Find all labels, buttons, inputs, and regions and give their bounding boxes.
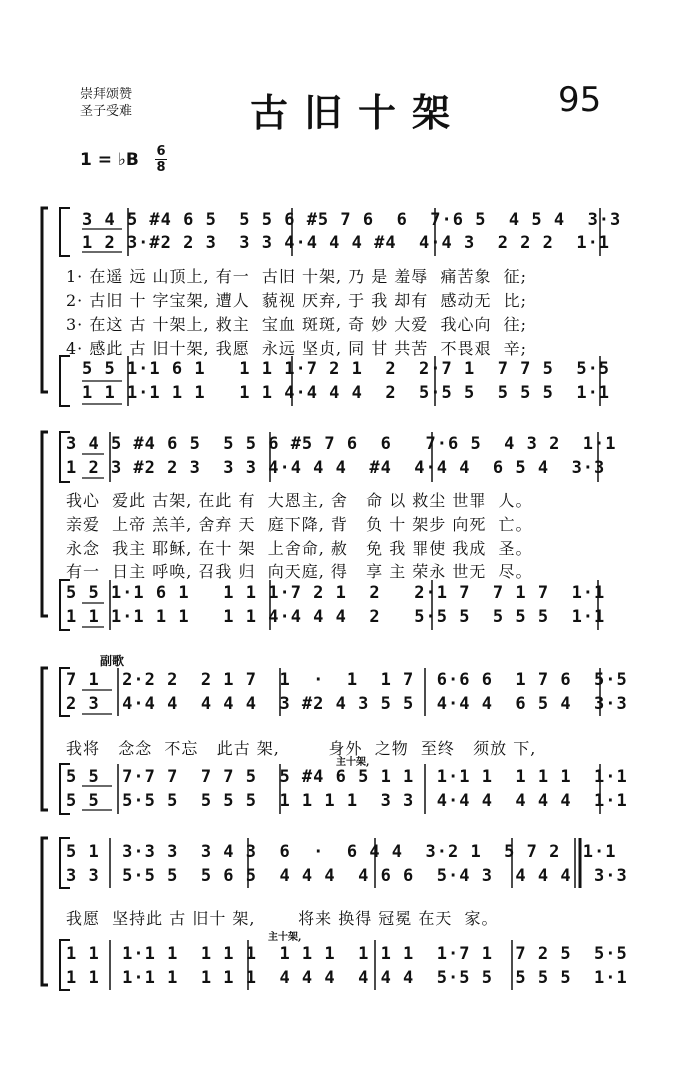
system3-lyrics: 我将 念念 不忘 此古 架, 身外 之物 至终 须放 下,	[66, 739, 537, 758]
category-passion: 圣子受难	[80, 104, 133, 119]
time-numerator: 6	[156, 144, 166, 159]
system4-tenor: 1 1 1·1 1 1 1 1 1 1 1 1 1 1 1·7 1 7 2 5 5·5	[66, 944, 628, 964]
system3-bass: 5 5 5·5 5 5 5 5 1 1 1 1 3 3 4·4 4 4 4 4 1·1	[66, 791, 628, 811]
system1-verse-3: 3· 在这 古 十架上, 救主 宝血 斑斑, 奇 妙 大爱 我心向 往;	[66, 315, 528, 334]
system1-soprano: 3 4 5 #4 6 5 5 5 6 #5 7 6 6 7·6 5 4 5 4 3·3	[82, 210, 622, 230]
refrain-label: 副歌	[100, 654, 125, 668]
system2-bass: 1 1 1·1 1 1 1 1 4·4 4 4 2 5·5 5 5 5 5 1·1	[66, 607, 606, 627]
system1-verse-4: 4· 感此 古 旧十架, 我愿 永远 坚贞, 同 甘 共苦 不畏艰 辛;	[66, 339, 528, 358]
system3-tenor: 5 5 7·7 7 7 7 5 5 #4 6 5 1 1 1·1 1 1 1 1 1·1	[66, 767, 628, 787]
system2-verse-2: 亲爱 上帝 羔羊, 舍弃 天 庭下降, 背 负 十 架步 向死 亡。	[66, 515, 533, 534]
system2-tenor: 5 5 1·1 6 1 1 1 1·7 2 1 2 2·1 7 7 1 7 1·1	[66, 583, 606, 603]
system3-alto: 2 3 4·4 4 4 4 4 3 #2 4 3 5 5 4·4 4 6 5 4 3·3	[66, 694, 628, 714]
system2-verse-1: 我心 爱此 古架, 在此 有 大恩主, 舍 命 以 救尘 世罪 人。	[66, 491, 533, 510]
system1-tenor: 5 5 1·1 6 1 1 1 1·7 2 1 2 2·7 1 7 7 5 5·5	[82, 359, 611, 379]
category-worship: 崇拜颂赞	[80, 87, 133, 102]
system2-verse-3: 永念 我主 耶稣, 在十 架 上舍命, 赦 免 我 罪使 我成 圣。	[66, 539, 533, 558]
system4-sub-label: 主十架,	[268, 932, 302, 943]
system4-bass: 1 1 1·1 1 1 1 1 4 4 4 4 4 4 5·5 5 5 5 5 1·1	[66, 968, 628, 988]
system2-alto: 1 2 3 #2 2 3 3 3 4·4 4 4 #4 4·4 4 6 5 4 3·3	[66, 458, 606, 478]
hymn-title: 古旧十架	[250, 90, 467, 135]
system4-lyrics: 我愿 坚持此 古 旧十 架, 将来 换得 冠冕 在天 家。	[66, 909, 499, 928]
system1-brace	[42, 208, 48, 392]
system2-verse-4: 有一 日主 呼唤, 召我 归 向天庭, 得 享 主 荣永 世无 尽。	[66, 562, 533, 581]
system1-alto: 1 2 3·#2 2 3 3 3 4·4 4 4 #4 4·4 3 2 2 2 1·1	[82, 233, 611, 253]
system2-soprano: 3 4 5 #4 6 5 5 5 6 #5 7 6 6 7·6 5 4 3 2 1·1	[66, 434, 617, 454]
system4-soprano: 5 1 3·3 3 3 4 3 6 · 6 4 4 3·2 1 5 7 2 1·1	[66, 842, 617, 862]
system3-soprano: 7 1 2·2 2 2 1 7 1 · 1 1 7 6·6 6 1 7 6 5·5	[66, 670, 628, 690]
system4-alto: 3 3 5·5 5 5 6 5 4 4 4 4 6 6 5·4 3 4 4 4 3·3	[66, 866, 628, 886]
time-denominator: 8	[156, 160, 166, 175]
hymn-number: 95	[558, 80, 602, 120]
system3-sub-label: 主十架,	[336, 757, 370, 768]
system1-verse-1: 1· 在遥 远 山顶上, 有一 古旧 十架, 乃 是 羞辱 痛苦象 征;	[66, 267, 528, 286]
system1-verse-2: 2· 古旧 十 字宝架, 遭人 藐视 厌弃, 于 我 却有 感动无 比;	[66, 291, 528, 310]
system1-bass: 1 1 1·1 1 1 1 1 4·4 4 4 2 5·5 5 5 5 5 1·1	[82, 383, 611, 403]
key-signature: 1 = ♭B	[80, 150, 139, 170]
